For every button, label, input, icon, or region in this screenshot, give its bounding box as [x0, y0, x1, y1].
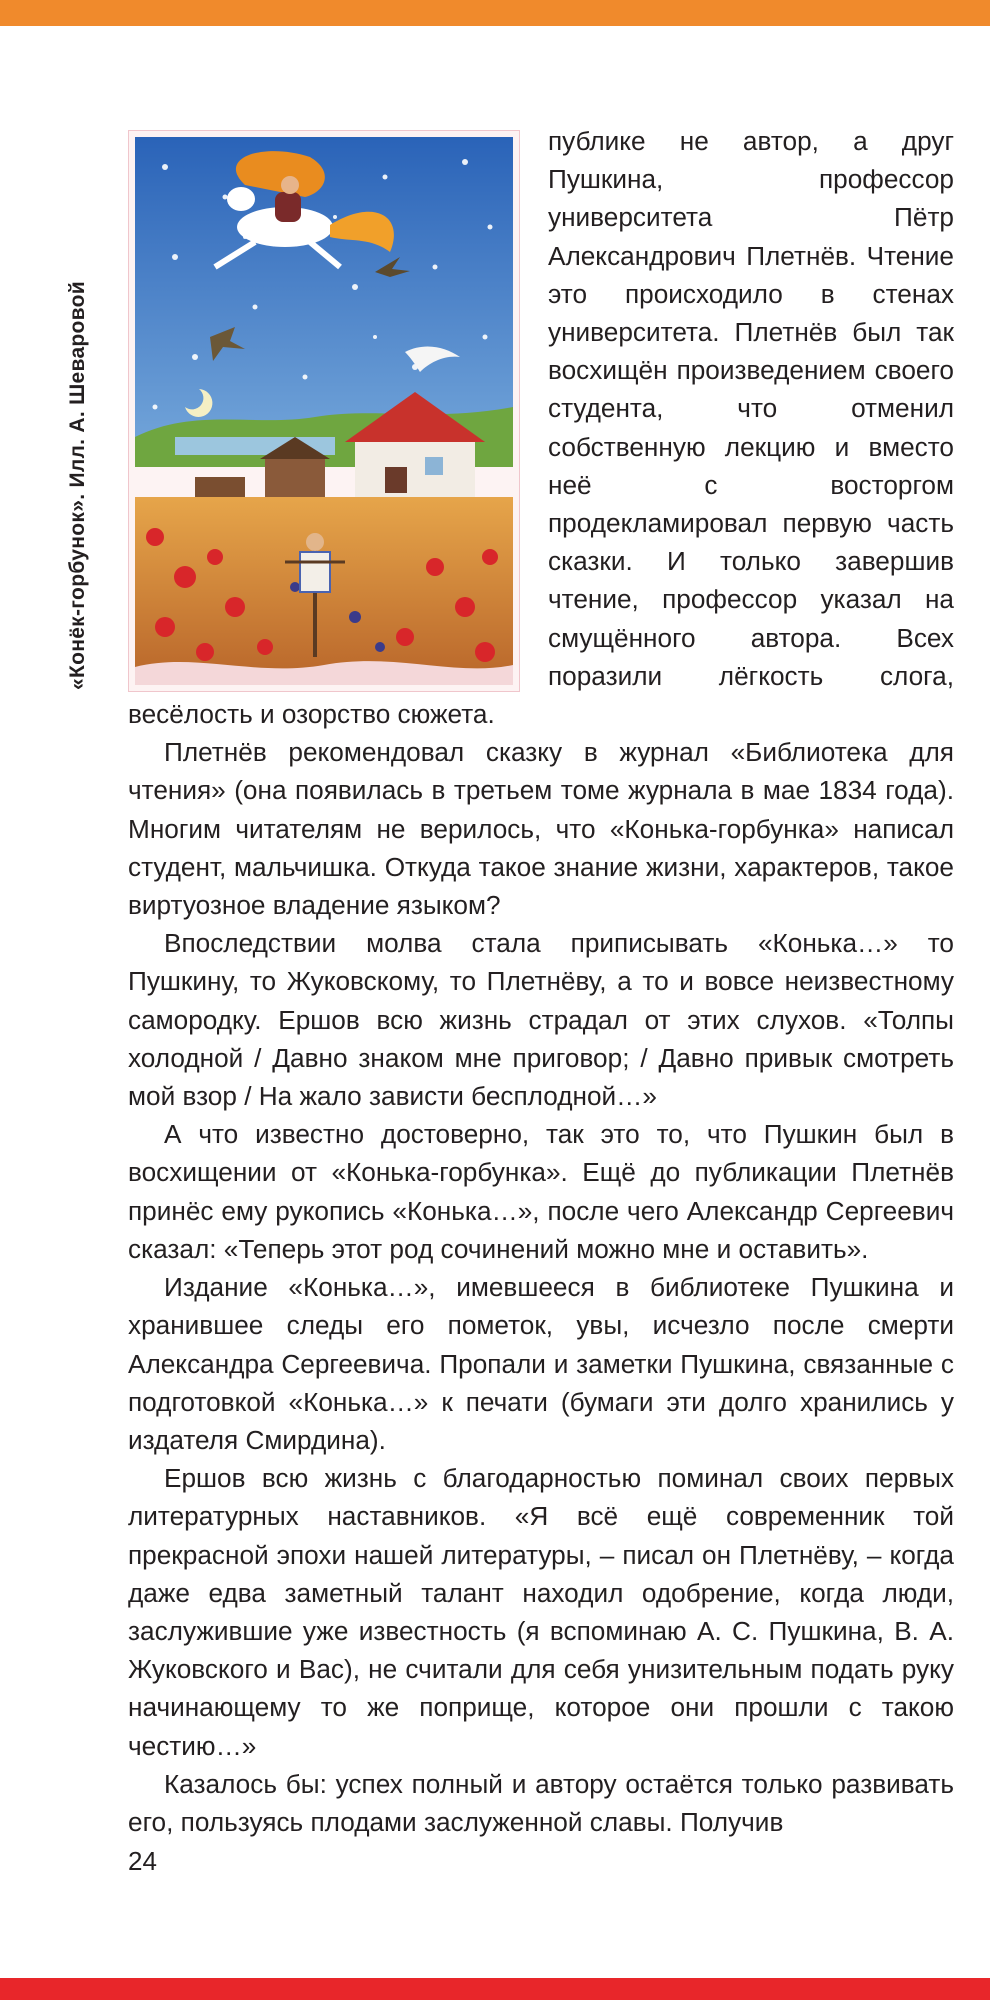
paragraph-2: Плетнёв рекомендовал сказку в журнал «Библиотека для чтения» (она появилась в третьем томе журнала в мае 1834 года). Многим читателям не верилось, что «Конька-горбунка» написал студент, мальчишка. Откуда такое знание жизни, характеров, такое виртуозное владение языком? — [128, 737, 954, 921]
paragraph-3: Впоследствии молва стала приписывать «Конька…» то Пушкину, то Жуковскому, то Плетнёву, а то и вовсе неизвестному самородку. Ершов всю жизнь страдал от этих слухов. «Толпы холодной / Давно знаком мне приговор; / Давно привык смотреть мой взор / На жало зависти бесплодной…» — [128, 928, 954, 1112]
paragraph-1: публике не автор, а друг Пушкина, профессор университета Пётр Александрович Плетнёв. Чтение это происходило в стенах университета. Плетнёв был так восхищён произведением своего студента, что отменил собственную лекцию и вместо неё с восторгом продекламировал первую часть сказки. И только завершив чтение, профессор указал на смущённого автора. Всех поразили лёгкость слога, весёлость и озорство сюжета. — [128, 126, 954, 730]
paragraph-5: Издание «Конька…», имевшееся в библиотеке Пушкина и хранившее следы его пометок, увы, исчезло после смерти Александра Сергеевича. Пропали и заметки Пушкина, связанные с подготовкой «Конька…» к печати (бумаги эти долго хранились у издателя Смирдина). — [128, 1272, 954, 1455]
illustration-caption: «Конёк-горбунок». Илл. А. Шеваровой — [66, 281, 89, 690]
paragraph-7: Казалось бы: успех полный и автору остаётся только развивать его, пользуясь плодами заслуженной славы. Получив — [128, 1768, 954, 1837]
paragraph-6: Ершов всю жизнь с благодарностью поминал своих первых литературных наставников. «Я всё ещё современник той прекрасной эпохи нашей литературы, – писал он Плетнёву, – когда даже едва заметный талант находил одобрение, когда люди, заслужившие уже известность (я вспоминаю А. С. Пушкина, В. А. Жуковского и Вас), не считали для себя унизительным подать руку начинающему то же поприще, которое они прошли с такою честию…» — [128, 1463, 954, 1761]
article-text — [128, 122, 954, 1841]
top-color-bar — [0, 0, 990, 26]
page-number: 24 — [128, 1846, 157, 1876]
bottom-color-bar — [0, 1978, 990, 2000]
paragraph-4: А что известно достоверно, так это то, что Пушкин был в восхищении от «Конька-горбунка». Ещё до публикации Плетнёв принёс ему рукопись «Конька…», после чего Александр Сергеевич сказал: «Теперь этот род сочинений можно мне и оставить». — [128, 1119, 954, 1264]
